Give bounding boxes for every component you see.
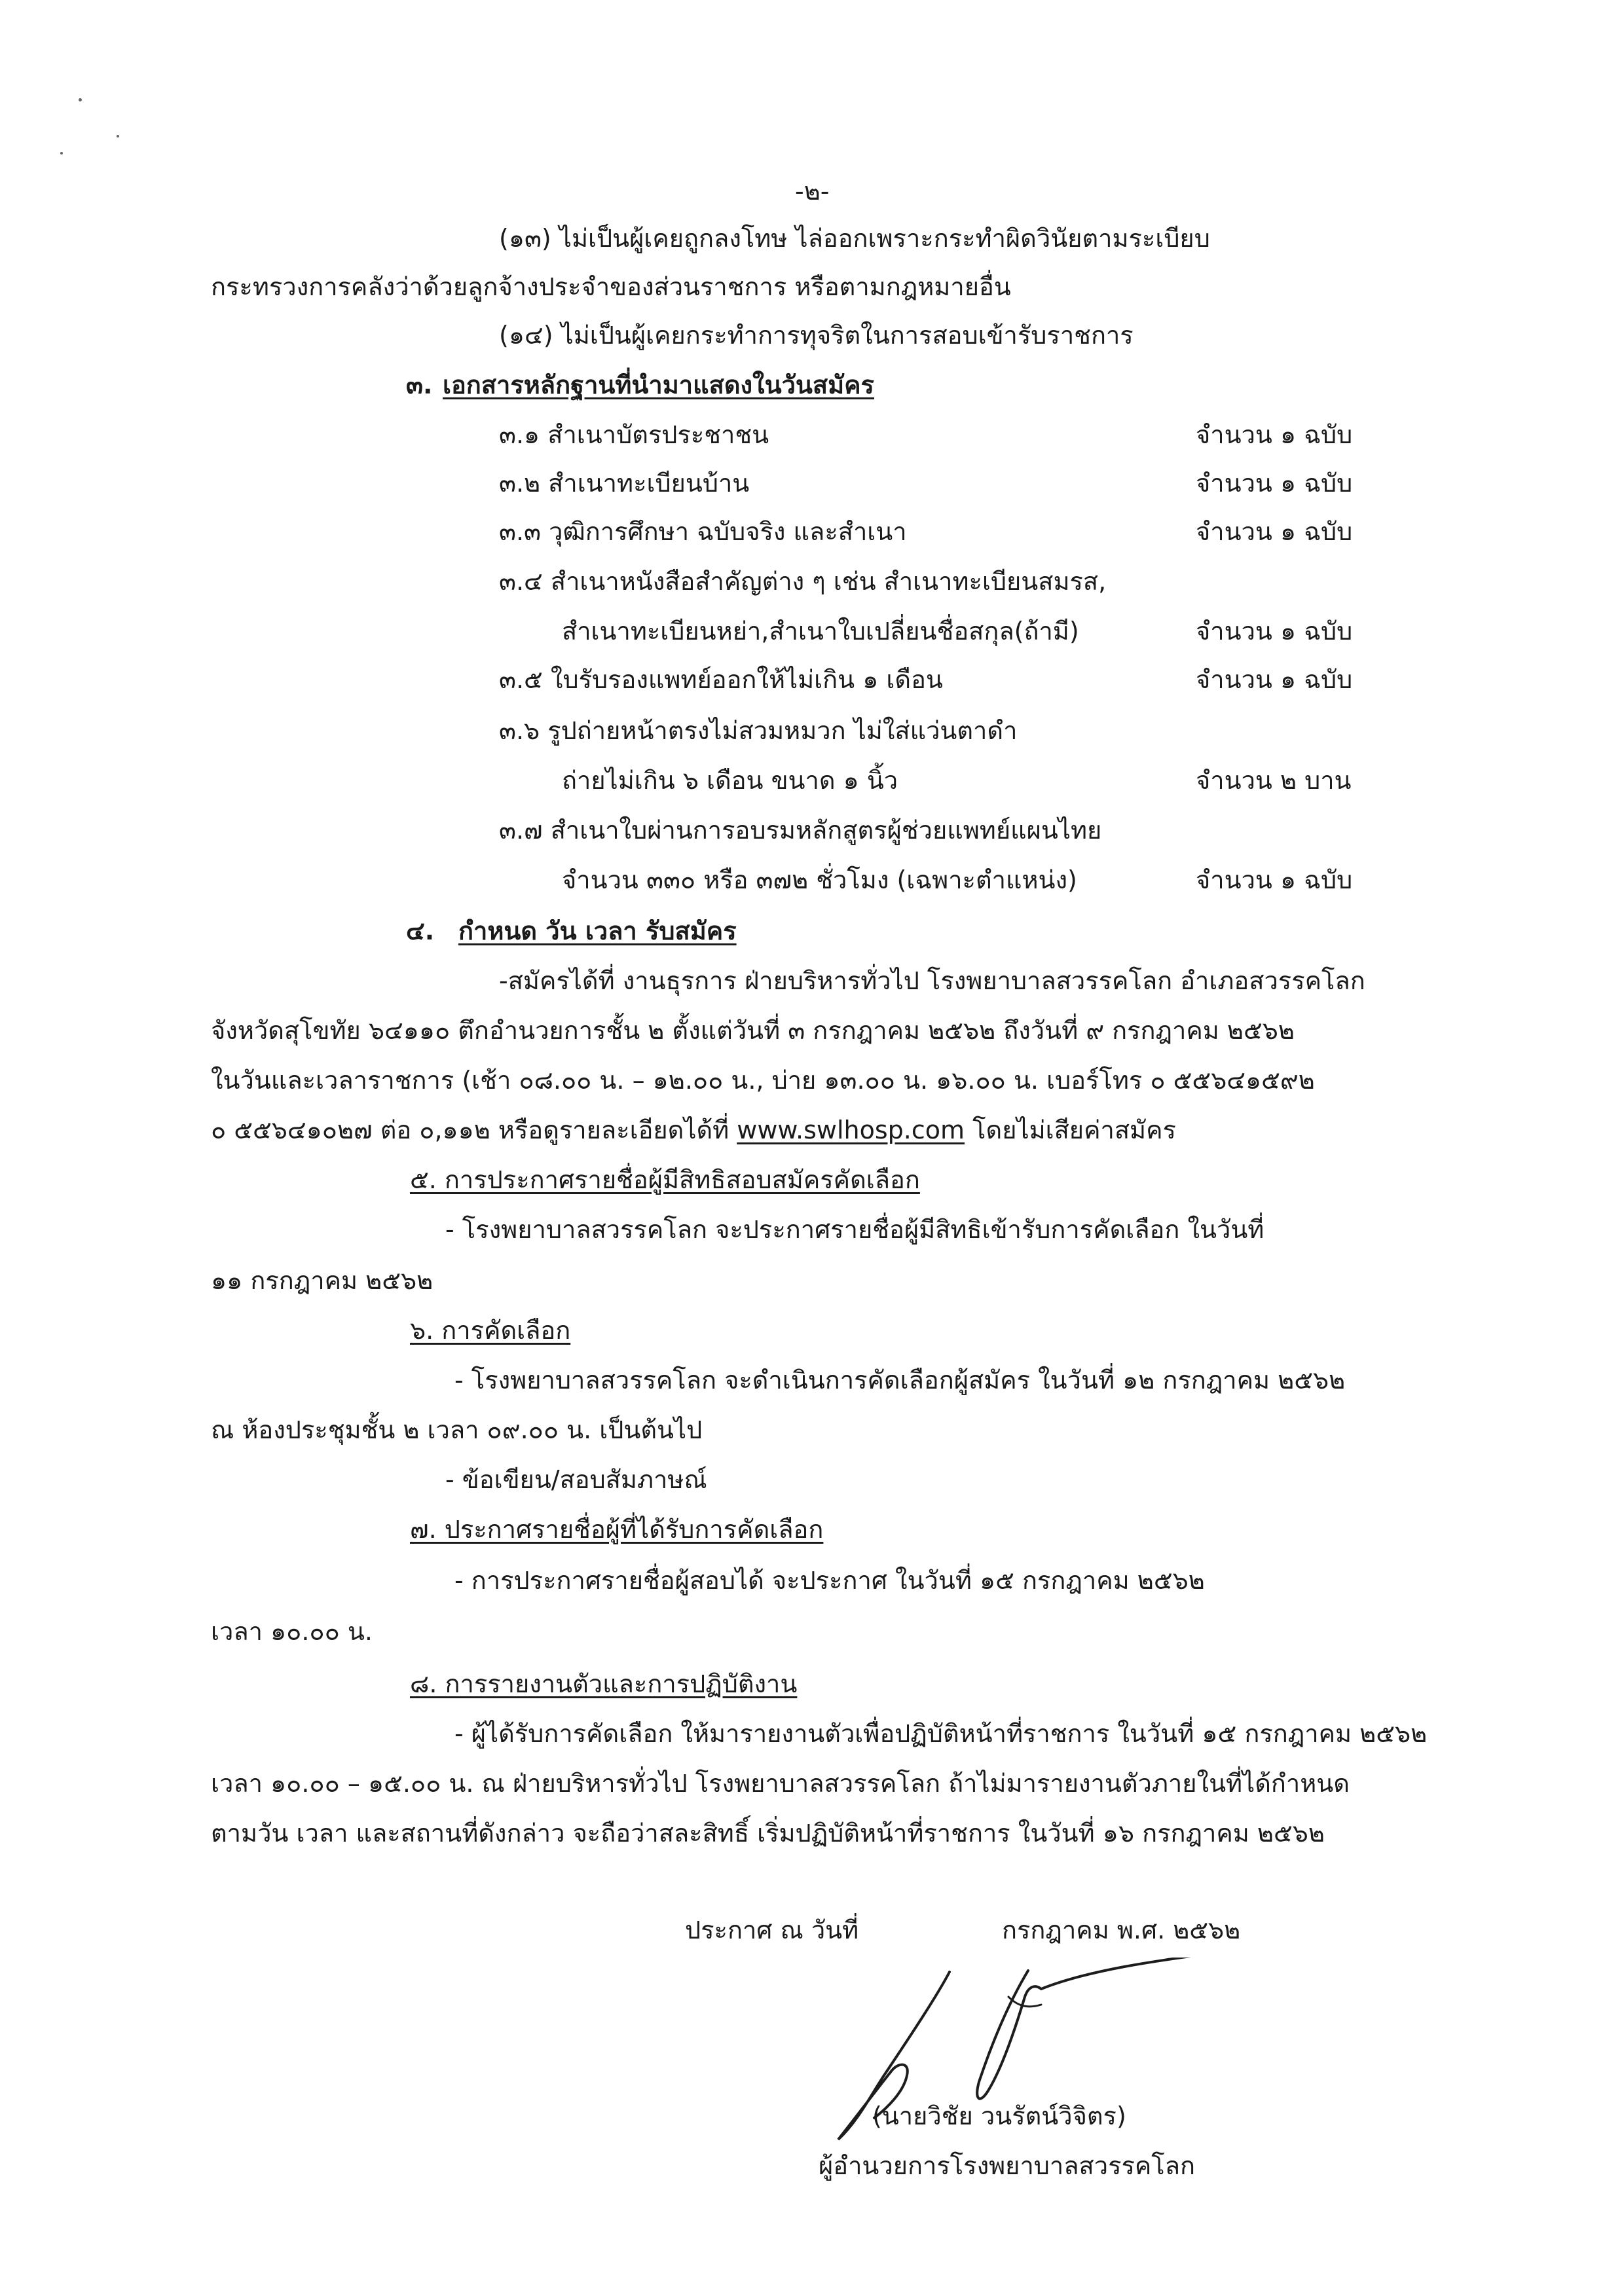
doc-item-3-6: ๓.๖ รูปถ่ายหน้าตรงไม่สวมหมวก ไม่ใส่แว่นตาดำ <box>499 716 1018 745</box>
section5-line2: ๑๑ กรกฎาคม ๒๕๖๒ <box>211 1266 434 1295</box>
qualification-13-line2: กระทรวงการคลังว่าด้วยลูกจ้างประจำของส่วนราชการ หรือตามกฎหมายอื่น <box>211 272 1011 301</box>
section4-title: กำหนด วัน เวลา รับสมัคร <box>458 917 737 945</box>
section4-line3: ในวันและเวลาราชการ (เช้า ๐๘.๐๐ น. – ๑๒.๐๐ น., บ่าย ๑๓.๐๐ น. ๑๖.๐๐ น. เบอร์โทร ๐ ๕๕๖๔๑๕๙๒ <box>211 1066 1315 1095</box>
scan-speck <box>79 98 82 101</box>
section6-title: ๖. การคัดเลือก <box>410 1316 571 1345</box>
section8-line2: เวลา ๑๐.๐๐ – ๑๕.๐๐ น. ณ ฝ่ายบริหารทั่วไป โรงพยาบาลสวรรคโลก ถ้าไม่มารายงานตัวภายในที่ได้กำหนด <box>211 1769 1350 1798</box>
section7-line2: เวลา ๑๐.๐๐ น. <box>211 1617 373 1646</box>
section5-line1: - โรงพยาบาลสวรรคโลก จะประกาศรายชื่อผู้มีสิทธิเข้ารับการคัดเลือก ในวันที่ <box>445 1215 1264 1244</box>
section6-line1: - โรงพยาบาลสวรรคโลก จะดำเนินการคัดเลือกผู้สมัคร ในวันที่ ๑๒ กรกฎาคม ๒๕๖๒ <box>454 1366 1346 1394</box>
section4-line4-post: โดยไม่เสียค่าสมัคร <box>965 1116 1176 1144</box>
doc-item-3-2-qty: จำนวน ๑ ฉบับ <box>1196 469 1353 498</box>
doc-item-3-1: ๓.๑ สำเนาบัตรประชาชน <box>499 420 769 449</box>
website-link[interactable]: www.swlhosp.com <box>737 1116 965 1144</box>
doc-item-3-1-qty: จำนวน ๑ ฉบับ <box>1196 420 1353 449</box>
section6-line2: ณ ห้องประชุมชั้น ๒ เวลา ๐๙.๐๐ น. เป็นต้นไป <box>211 1415 703 1444</box>
doc-item-3-5: ๓.๕ ใบรับรองแพทย์ออกให้ไม่เกิน ๑ เดือน <box>499 665 943 694</box>
signer-title: ผู้อำนวยการโรงพยาบาลสวรรคโลก <box>819 2151 1196 2180</box>
doc-item-3-3: ๓.๓ วุฒิการศึกษา ฉบับจริง และสำเนา <box>499 517 907 546</box>
section5-title: ๕. การประกาศรายชื่อผู้มีสิทธิสอบสมัครคัดเลือก <box>410 1165 920 1194</box>
section4-line2: จังหวัดสุโขทัย ๖๔๑๑๐ ตึกอำนวยการชั้น ๒ ตั้งแต่วันที่ ๓ กรกฎาคม ๒๕๖๒ ถึงวันที่ ๙ กรกฎาคม ๒๕๖๒ <box>211 1016 1295 1045</box>
doc-item-3-4: ๓.๔ สำเนาหนังสือสำคัญต่าง ๆ เช่น สำเนาทะเบียนสมรส, <box>499 567 1107 596</box>
section8-title: ๘. การรายงานตัวและการปฏิบัติงาน <box>410 1669 798 1698</box>
doc-item-3-3-qty: จำนวน ๑ ฉบับ <box>1196 517 1353 546</box>
doc-item-3-7-qty: จำนวน ๑ ฉบับ <box>1196 866 1353 894</box>
section8-line3: ตามวัน เวลา และสถานที่ดังกล่าว จะถือว่าสละสิทธิ์ เริ่มปฏิบัติหน้าที่ราชการ ในวันที่ ๑๖ กรกฎาคม ๒๕๖๒ <box>211 1819 1325 1848</box>
qualification-13-line1: (๑๓) ไม่เป็นผู้เคยถูกลงโทษ ไล่ออกเพราะกระทำผิดวินัยตามระเบียบ <box>499 224 1210 253</box>
section3-title: เอกสารหลักฐานที่นำมาแสดงในวันสมัคร <box>443 371 874 399</box>
announce-date-prefix: ประกาศ ณ วันที่ <box>685 1916 859 1944</box>
page-number: -๒- <box>795 177 830 206</box>
signer-name: (นายวิชัย วนรัตน์วิจิตร) <box>872 2102 1126 2130</box>
section8-line1: - ผู้ได้รับการคัดเลือก ให้มารายงานตัวเพื่อปฏิบัติหน้าที่ราชการ ในวันที่ ๑๕ กรกฎาคม ๒๕๖๒ <box>454 1719 1428 1748</box>
section7-title: ๗. ประกาศรายชื่อผู้ที่ได้รับการคัดเลือก <box>410 1515 824 1544</box>
doc-item-3-2: ๓.๒ สำเนาทะเบียนบ้าน <box>499 469 750 498</box>
doc-item-3-7: ๓.๗ สำเนาใบผ่านการอบรมหลักสูตรผู้ช่วยแพทย์แผนไทย <box>499 816 1102 845</box>
doc-item-3-5-qty: จำนวน ๑ ฉบับ <box>1196 665 1353 694</box>
doc-item-3-7-cont: จำนวน ๓๓๐ หรือ ๓๗๒ ชั่วโมง (เฉพาะตำแหน่ง) <box>562 866 1077 894</box>
section4-number: ๔. <box>406 917 435 945</box>
section4-line4 <box>211 1113 1176 1147</box>
section7-line1: - การประกาศรายชื่อผู้สอบได้ จะประกาศ ในวันที่ ๑๕ กรกฎาคม ๒๕๖๒ <box>454 1566 1205 1595</box>
doc-item-3-4-cont: สำเนาทะเบียนหย่า,สำเนาใบเปลี่ยนชื่อสกุล(ถ้ามี) <box>562 617 1079 646</box>
section6-line3: - ข้อเขียน/สอบสัมภาษณ์ <box>445 1465 707 1494</box>
qualification-14: (๑๔) ไม่เป็นผู้เคยกระทำการทุจริตในการสอบเข้ารับราชการ <box>499 321 1134 350</box>
announce-date-month-year: กรกฎาคม พ.ศ. ๒๕๖๒ <box>1002 1916 1241 1944</box>
section4-line1: -สมัครได้ที่ งานธุรการ ฝ่ายบริหารทั่วไป โรงพยาบาลสวรรคโลก อำเภอสวรรคโลก <box>499 966 1365 995</box>
doc-item-3-6-cont: ถ่ายไม่เกิน ๖ เดือน ขนาด ๑ นิ้ว <box>562 766 898 795</box>
doc-item-3-6-qty: จำนวน ๒ บาน <box>1196 766 1352 795</box>
section3-number: ๓. <box>406 371 433 399</box>
scan-speck <box>60 152 63 155</box>
scan-speck <box>117 135 119 137</box>
doc-item-3-4-qty: จำนวน ๑ ฉบับ <box>1196 617 1353 646</box>
section4-line4-pre: ๐ ๕๕๖๔๑๐๒๗ ต่อ ๐,๑๑๒ หรือดูรายละเอียดได้ที่ <box>211 1116 737 1144</box>
